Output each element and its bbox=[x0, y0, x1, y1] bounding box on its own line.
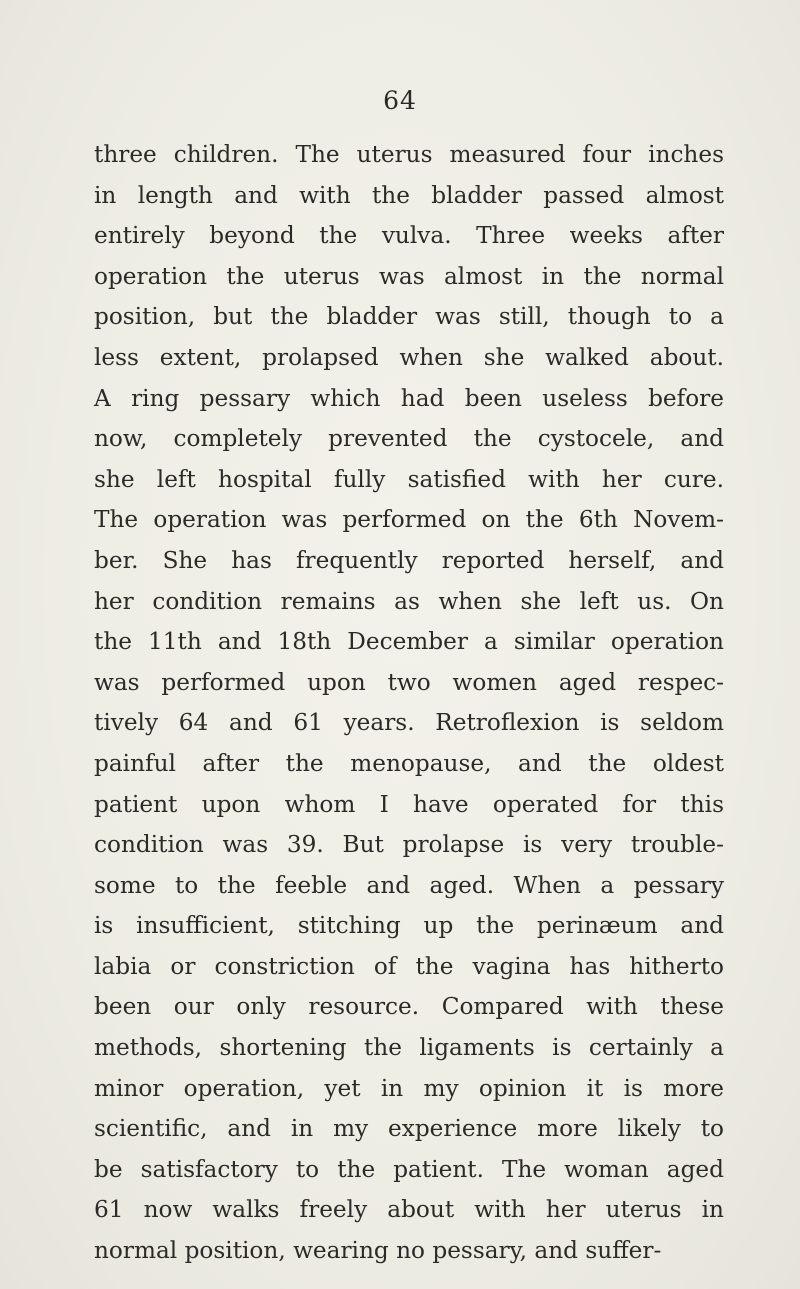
text-line-24: minor operation, yet in my opinion it is more bbox=[94, 1074, 724, 1102]
text-line-16: painful after the menopause, and the oldest bbox=[94, 749, 724, 777]
text-line-2: in length and with the bladder passed almost bbox=[94, 181, 724, 209]
page-number: 64 bbox=[383, 86, 417, 115]
text-line-13: the 11th and 18th December a similar operation bbox=[94, 628, 724, 656]
body-text bbox=[94, 135, 724, 1272]
text-line-28: normal position, wearing no pessary, and suffer- bbox=[94, 1237, 662, 1265]
text-line-20: is insufficient, stitching up the perinæum and bbox=[94, 912, 724, 940]
text-line-22: been our only resource. Compared with these bbox=[94, 993, 724, 1021]
text-line-1: three children. The uterus measured four inches bbox=[94, 141, 724, 168]
text-line-7: A ring pessary which had been useless before bbox=[94, 384, 724, 412]
text-line-21: labia or constriction of the vagina has hitherto bbox=[94, 952, 724, 980]
text-line-23: methods, shortening the ligaments is certainly a bbox=[94, 1034, 724, 1062]
text-line-6: less extent, prolapsed when she walked about. bbox=[94, 343, 724, 371]
text-line-26: be satisfactory to the patient. The woman aged bbox=[94, 1155, 724, 1183]
text-line-9: she left hospital fully satisfied with her cure. bbox=[94, 465, 724, 493]
text-line-4: operation the uterus was almost in the normal bbox=[94, 262, 724, 290]
text-line-8: now, completely prevented the cystocele, and bbox=[94, 425, 724, 453]
text-line-15: tively 64 and 61 years. Retroflexion is seldom bbox=[94, 709, 724, 737]
text-line-12: her condition remains as when she left us. On bbox=[94, 587, 724, 615]
text-line-19: some to the feeble and aged. When a pessary bbox=[94, 871, 724, 899]
text-line-25: scientific, and in my experience more likely to bbox=[94, 1115, 724, 1143]
text-line-17: patient upon whom I have operated for this bbox=[94, 790, 724, 818]
text-line-3: entirely beyond the vulva. Three weeks after bbox=[94, 222, 724, 250]
text-line-14: was performed upon two women aged respec- bbox=[94, 668, 724, 696]
text-line-11: ber. She has frequently reported herself, and bbox=[94, 546, 724, 574]
text-line-5: position, but the bladder was still, though to a bbox=[94, 303, 724, 331]
text-line-10: The operation was performed on the 6th Novem- bbox=[94, 506, 724, 534]
text-line-18: condition was 39. But prolapse is very trouble- bbox=[94, 831, 724, 859]
text-line-27: 61 now walks freely about with her uterus in bbox=[94, 1196, 724, 1224]
